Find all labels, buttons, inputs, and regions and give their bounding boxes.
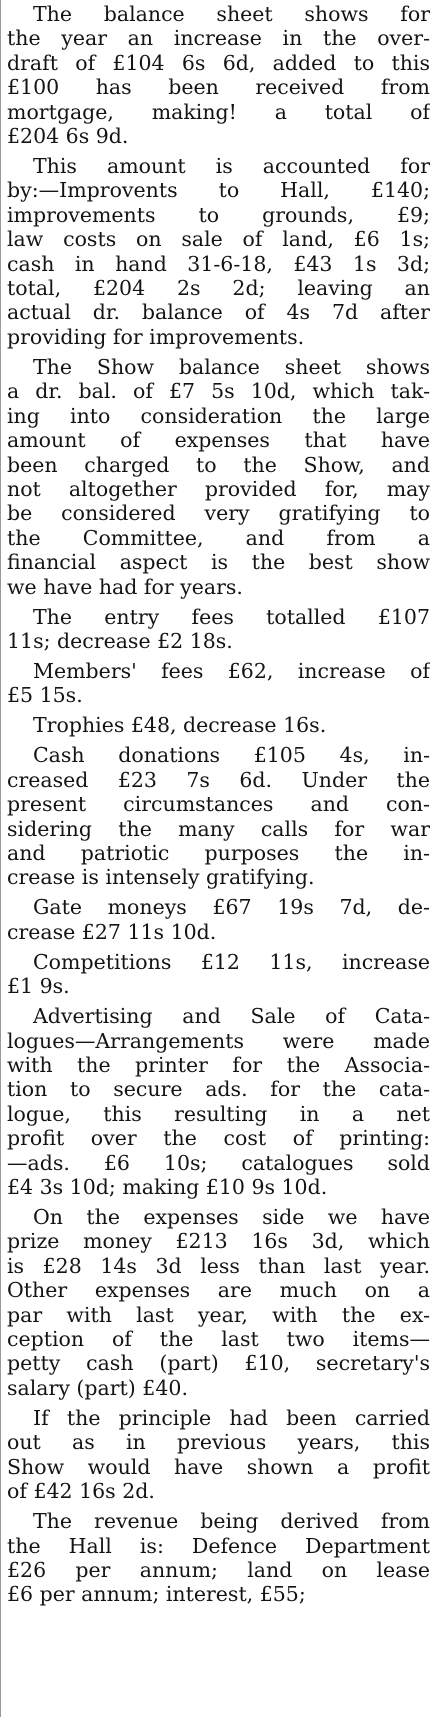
text-line: £5 15s. (7, 683, 83, 708)
text-line: the Hall is: Defence Department (7, 1533, 430, 1558)
text-line: present circumstances and con- (7, 792, 430, 817)
text-line: improvements to grounds, £9; (7, 202, 430, 227)
text-line: not altogether provided for, may (7, 476, 430, 501)
text-line: sidering the many calls for war (7, 816, 430, 841)
text-line: petty cash (part) £10, secretary's (7, 1351, 430, 1376)
article-paragraph (7, 1509, 430, 1607)
text-line: ing into consideration the large (7, 403, 430, 428)
text-line: Advertising and Sale of Cata- (33, 1004, 430, 1029)
text-line: £204 6s 9d. (7, 124, 129, 149)
text-line: Gate moneys £67 19s 7d, de- (33, 895, 430, 920)
article-paragraph (7, 605, 430, 654)
text-line: prize money £213 16s 3d, which (7, 1229, 430, 1254)
text-line: mortgage, making! a total of (7, 99, 430, 124)
text-line: crease is intensely gratifying. (7, 865, 315, 890)
text-line: On the expenses side we have (33, 1205, 430, 1230)
article-paragraph (7, 1004, 430, 1199)
text-line: The revenue being derived from (33, 1509, 430, 1534)
article-paragraph (7, 743, 430, 889)
text-line: providing for improvements. (7, 324, 305, 349)
text-line: total, £204 2s 2d; leaving an (7, 276, 430, 301)
text-line: £4 3s 10d; making £10 9s 10d. (7, 1175, 328, 1200)
text-line: Competitions £12 11s, increase (33, 949, 430, 974)
text-line: £100 has been received from (7, 75, 430, 100)
text-line: law costs on sale of land, £6 1s; (7, 227, 430, 252)
article-paragraph (7, 895, 430, 944)
text-line: draft of £104 6s 6d, added to this (7, 50, 430, 75)
text-line: £1 9s. (7, 974, 70, 999)
text-line: £26 per annum; land on lease (7, 1557, 430, 1582)
text-line: Members' fees £62, increase of (33, 658, 430, 683)
text-line: been charged to the Show, and (7, 452, 430, 477)
text-line: out as in previous years, this (7, 1430, 430, 1455)
text-line: £6 per annum; interest, £55; (7, 1582, 306, 1607)
text-line: logue, this resulting in a net (7, 1101, 430, 1126)
text-line: profit over the cost of printing: (7, 1126, 430, 1151)
article-paragraph (7, 713, 430, 737)
text-line: ception of the last two items— (7, 1327, 430, 1352)
text-line: salary (part) £40. (7, 1375, 188, 1400)
article-paragraph (7, 659, 430, 708)
article-paragraph (7, 1406, 430, 1504)
article-paragraph (7, 154, 430, 349)
text-line: Trophies £48, decrease 16s. (33, 713, 327, 738)
text-line: Other expenses are much on a (7, 1278, 430, 1303)
text-line: actual dr. balance of 4s 7d after (7, 300, 430, 325)
article-paragraph (7, 355, 430, 599)
article-paragraph (7, 950, 430, 999)
text-line: cash in hand 31-6-18, £43 1s 3d; (7, 251, 430, 276)
text-line: Show would have shown a profit (7, 1454, 430, 1479)
text-line: and patriotic purposes the in- (7, 840, 430, 865)
article-paragraph (7, 1205, 430, 1400)
text-line: Cash donations £105 4s, in- (33, 743, 430, 768)
text-line: the year an increase in the over- (7, 26, 430, 51)
text-line: by:—Improvents to Hall, £140; (7, 178, 430, 203)
text-line: is £28 14s 3d less than last year. (7, 1253, 430, 1278)
text-line: amount of expenses that have (7, 428, 430, 453)
text-line: par with last year, with the ex- (7, 1302, 430, 1327)
text-line: The entry fees totalled £107 (33, 604, 430, 629)
text-line: logues—Arrangements were made (7, 1028, 430, 1053)
text-line: of £42 16s 2d. (7, 1479, 155, 1504)
text-line: The Show balance sheet shows (33, 354, 430, 379)
article-paragraph (7, 2, 430, 148)
text-line: The balance sheet shows for (33, 2, 430, 26)
text-line: we have had for years. (7, 574, 243, 599)
text-line: be considered very gratifying to (7, 501, 430, 526)
text-line: If the principle had been carried (33, 1405, 430, 1430)
text-line: the Committee, and from a (7, 525, 430, 550)
text-line: This amount is accounted for (33, 154, 430, 179)
text-line: tion to secure ads. for the cata- (7, 1077, 430, 1102)
text-line: financial aspect is the best show (7, 550, 430, 575)
text-line: creased £23 7s 6d. Under the (7, 767, 430, 792)
text-line: a dr. bal. of £7 5s 10d, which tak- (7, 379, 430, 404)
text-line: with the printer for the Associa- (7, 1053, 430, 1077)
text-line: crease £27 11s 10d. (7, 919, 217, 944)
text-line: —ads. £6 10s; catalogues sold (7, 1150, 430, 1175)
text-line: 11s; decrease £2 18s. (7, 628, 233, 653)
